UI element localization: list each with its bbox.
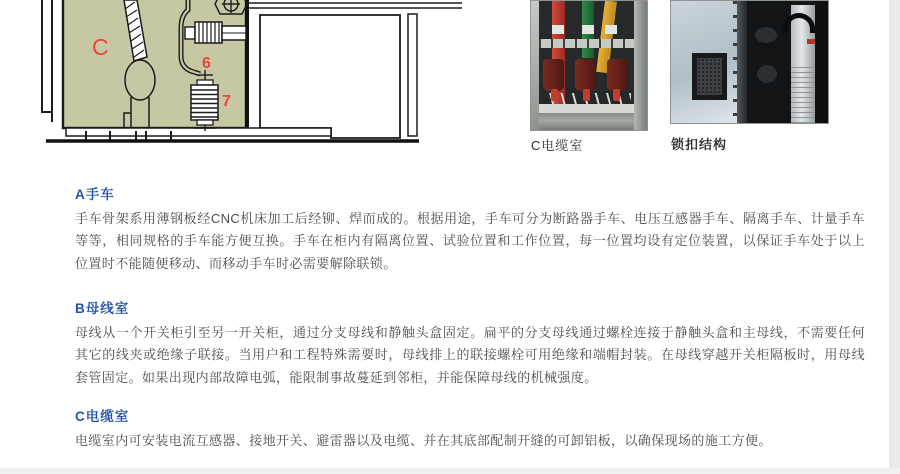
photo-caption-cable-room: C电缆室	[531, 138, 584, 153]
photo-cabinet-interior	[539, 1, 636, 131]
cabinet-frame-right	[634, 1, 647, 131]
section-handcart-title: A手车	[75, 187, 115, 202]
cable-cap	[551, 89, 558, 101]
cable-termination	[575, 59, 596, 91]
page-edge-right	[889, 0, 900, 474]
cable-termination	[607, 59, 628, 91]
front-compartment	[260, 15, 400, 138]
mechanism-detail	[757, 65, 777, 83]
photo-caption-lock: 锁扣结构	[671, 137, 728, 152]
diagram-left-wall	[42, 0, 52, 122]
cable-compartment-photo	[530, 0, 648, 131]
section-handcart-body: 手车骨架系用薄钢板经CNC机床加工后经铆、焊而成的。根据用途，手车可分为断路器手车、电压互感器手车、隔离手车、计量手车等等，相同规格的手车能方便互换。手车在柜内有隔离位置、试验位置和工作位置，每一位置均设有定位装置，以保证手车处于以上位置时不能随便移动、而移动手车时必需要解除联锁。	[75, 211, 865, 271]
section-busbar-room	[75, 297, 865, 389]
door-panel	[671, 1, 737, 124]
busbar-clamp	[552, 25, 564, 34]
top-frame-lines	[249, 3, 462, 8]
bolt-strip	[539, 39, 636, 48]
cabinet-door	[408, 14, 417, 136]
window-glass	[697, 58, 722, 95]
page-edge-bottom	[0, 468, 900, 474]
door-hinge-edge	[737, 1, 747, 124]
label-compartment-c: C	[92, 34, 109, 60]
section-cable-room-body: 电缆室内可安装电流互感器、接地开关、避雷器以及电缆、并在其底部配制开缝的可卸铝板，以确保现场的施工方便。	[75, 433, 772, 448]
breaker-vents	[791, 67, 815, 124]
cable-tray	[539, 104, 636, 113]
lock-mechanism-area	[747, 1, 791, 124]
cabinet-frame-left	[531, 1, 539, 131]
photo-dark-edge	[815, 1, 829, 124]
section-busbar-room-title: B母线室	[75, 301, 130, 316]
cable-termination	[543, 59, 564, 91]
section-cable-room-title: C电缆室	[75, 409, 130, 424]
mechanism-detail	[755, 27, 777, 43]
base-strip	[66, 128, 331, 141]
section-cable-room	[75, 405, 865, 452]
label-part-6: 6	[202, 55, 211, 72]
cable-cap	[583, 89, 590, 101]
lock-structure-photo	[670, 0, 829, 124]
compartment-floor	[539, 113, 636, 131]
section-busbar-room-body: 母线从一个开关柜引至另一开关柜，通过分支母线和静触头盒固定。扁平的分支母线通过螺栓连接于静触头盒和主母线，不需要任何其它的线夹或绝缘子联接。当用户和工程特殊需要时，母线排上的联接螺栓可用绝缘和端帽封装。在母线穿越开关柜隔板时，用母线套管固定。如果出现内部故障电弧，能限制事故蔓延到邻柜，并能保障母线的机械强度。	[75, 325, 865, 385]
busbar-clamp	[582, 25, 594, 34]
busbar-clamp	[605, 25, 617, 34]
inspection-window	[692, 53, 727, 100]
cable-cap	[613, 89, 620, 101]
section-handcart	[75, 183, 865, 275]
label-part-7: 7	[222, 93, 231, 110]
brand-mark	[807, 39, 815, 44]
switchgear-section-diagram	[38, 0, 468, 162]
